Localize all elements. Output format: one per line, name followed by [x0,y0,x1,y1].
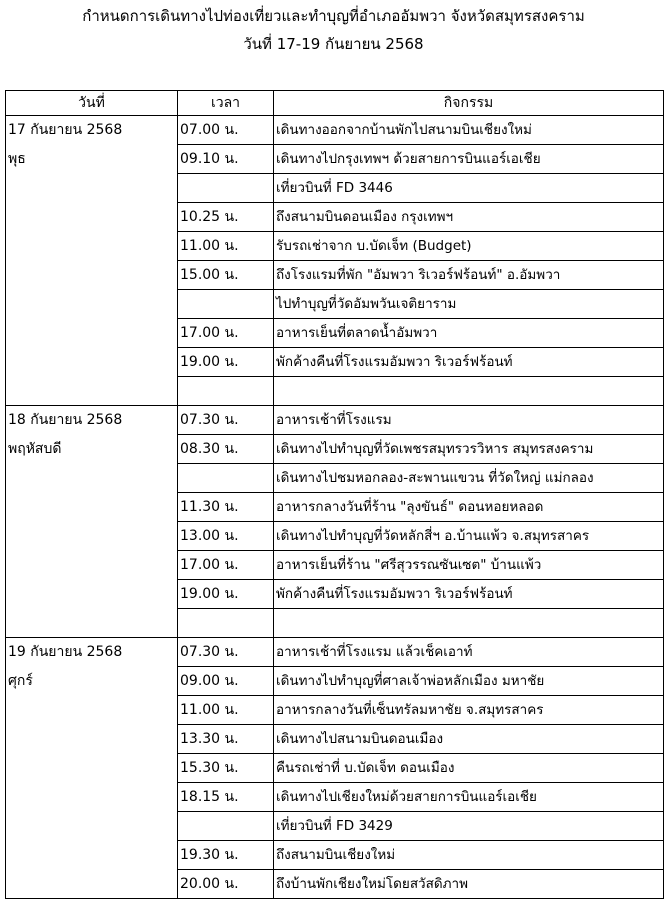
activity-cell: เดินทางไปทำบุญที่วัดหลักสี่ฯ อ.บ้านแพ้ว จ.สมุทรสาคร [274,522,664,551]
day-cell [6,232,178,261]
table-row [6,580,664,609]
time-cell: 11.30 น. [178,493,274,522]
table-row [6,870,664,899]
document-title: กำหนดการเดินทางไปท่องเที่ยวและทำบุญที่อำเภออัมพวา จังหวัดสมุทรสงคราม [82,7,585,25]
activity-cell: พักค้างคืนที่โรงแรมอัมพวา ริเวอร์ฟร้อนท์ [274,348,664,377]
time-cell: 19.30 น. [178,841,274,870]
table-row [6,725,664,754]
activity-cell: ถึงสนามบินดอนเมือง กรุงเทพฯ [274,203,664,232]
table-row [6,754,664,783]
time-cell: 11.00 น. [178,696,274,725]
time-cell: 07.00 น. [178,116,274,145]
time-cell: 17.00 น. [178,551,274,580]
time-cell: 19.00 น. [178,580,274,609]
activity-cell: เดินทางไปทำบุญที่วัดเพชรสมุทรวรวิหาร สมุทรสงคราม [274,435,664,464]
day-cell [6,870,178,899]
day-cell [6,812,178,841]
table-row [6,377,664,406]
day-cell: พุธ [6,145,178,174]
time-cell: 11.00 น. [178,232,274,261]
time-cell [178,464,274,493]
table-row [6,319,664,348]
table-row [6,841,664,870]
activity-cell: เที่ยวบินที่ FD 3429 [274,812,664,841]
table-header-row [6,91,664,116]
day-cell [6,841,178,870]
time-cell: 15.30 น. [178,754,274,783]
time-cell: 09.00 น. [178,667,274,696]
day-cell: 18 กันยายน 2568 [6,406,178,435]
time-cell: 18.15 น. [178,783,274,812]
day-cell [6,261,178,290]
day-cell [6,522,178,551]
day-cell [6,174,178,203]
table-row [6,435,664,464]
activity-cell: ถึงบ้านพักเชียงใหม่โดยสวัสดิภาพ [274,870,664,899]
time-cell: 15.00 น. [178,261,274,290]
time-cell: 09.10 น. [178,145,274,174]
day-cell [6,725,178,754]
table-row [6,203,664,232]
activity-cell: เดินทางออกจากบ้านพักไปสนามบินเชียงใหม่ [274,116,664,145]
day-cell: ศุกร์ [6,667,178,696]
time-cell: 20.00 น. [178,870,274,899]
table-row [6,551,664,580]
column-header-day: วันที่ [6,91,178,116]
column-header-activity: กิจกรรม [274,91,664,116]
day-cell: 17 กันยายน 2568 [6,116,178,145]
activity-cell: อาหารเช้าที่โรงแรม แล้วเช็คเอาท์ [274,638,664,667]
day-cell [6,464,178,493]
activity-cell: ถึงสนามบินเชียงใหม่ [274,841,664,870]
itinerary-table [5,90,664,899]
time-cell [178,609,274,638]
day-cell [6,580,178,609]
activity-cell [274,609,664,638]
table-row [6,812,664,841]
table-row [6,667,664,696]
time-cell [178,174,274,203]
table-row [6,638,664,667]
activity-cell: อาหารกลางวันที่เซ็นทรัลมหาชัย จ.สมุทรสาคร [274,696,664,725]
day-cell [6,696,178,725]
activity-cell: อาหารเย็นที่ตลาดน้ำอัมพวา [274,319,664,348]
table-row [6,696,664,725]
day-cell [6,609,178,638]
table-row [6,783,664,812]
activity-cell: อาหารกลางวันที่ร้าน "ลุงขันธ์" ดอนหอยหลอด [274,493,664,522]
activity-cell: อาหารเช้าที่โรงแรม [274,406,664,435]
table-row [6,609,664,638]
time-cell: 13.30 น. [178,725,274,754]
day-cell [6,754,178,783]
table-row [6,348,664,377]
time-cell: 13.00 น. [178,522,274,551]
time-cell [178,377,274,406]
table-row [6,290,664,319]
activity-cell: ถึงโรงแรมที่พัก "อัมพวา ริเวอร์ฟร้อนท์" อ.อัมพวา [274,261,664,290]
time-cell: 07.30 น. [178,638,274,667]
day-cell: พฤหัสบดี [6,435,178,464]
day-cell [6,551,178,580]
time-cell: 10.25 น. [178,203,274,232]
day-cell [6,290,178,319]
table-row [6,116,664,145]
day-cell [6,377,178,406]
time-cell: 07.30 น. [178,406,274,435]
activity-cell: เดินทางไปชมหอกลอง-สะพานแขวน ที่วัดใหญ่ แม่กลอง [274,464,664,493]
activity-cell: เดินทางไปทำบุญที่ศาลเจ้าพ่อหลักเมือง มหาชัย [274,667,664,696]
activity-cell: ไปทำบุญที่วัดอัมพวันเจติยาราม [274,290,664,319]
table-row [6,232,664,261]
time-cell: 17.00 น. [178,319,274,348]
activity-cell: คืนรถเช่าที่ บ.บัดเจ็ท ดอนเมือง [274,754,664,783]
activity-cell: เดินทางไปเชียงใหม่ด้วยสายการบินแอร์เอเชีย [274,783,664,812]
day-cell [6,348,178,377]
activity-cell: รับรถเช่าจาก บ.บัดเจ็ท (Budget) [274,232,664,261]
time-cell: 08.30 น. [178,435,274,464]
activity-cell: พักค้างคืนที่โรงแรมอัมพวา ริเวอร์ฟร้อนท์ [274,580,664,609]
table-row [6,493,664,522]
table-row [6,464,664,493]
time-cell: 19.00 น. [178,348,274,377]
time-cell [178,290,274,319]
table-row [6,261,664,290]
table-row [6,406,664,435]
table-row [6,522,664,551]
time-cell [178,812,274,841]
column-header-time: เวลา [178,91,274,116]
table-row [6,145,664,174]
activity-cell [274,377,664,406]
activity-cell: อาหารเย็นที่ร้าน "ศรีสุวรรณซันเซต" บ้านแพ้ว [274,551,664,580]
day-cell [6,783,178,812]
activity-cell: เที่ยวบินที่ FD 3446 [274,174,664,203]
document-subtitle-dates: วันที่ 17-19 กันยายน 2568 [243,35,424,53]
itinerary-body [6,116,664,899]
day-cell [6,319,178,348]
activity-cell: เดินทางไปสนามบินดอนเมือง [274,725,664,754]
table-row [6,174,664,203]
activity-cell: เดินทางไปกรุงเทพฯ ด้วยสายการบินแอร์เอเชีย [274,145,664,174]
day-cell [6,493,178,522]
day-cell: 19 กันยายน 2568 [6,638,178,667]
day-cell [6,203,178,232]
